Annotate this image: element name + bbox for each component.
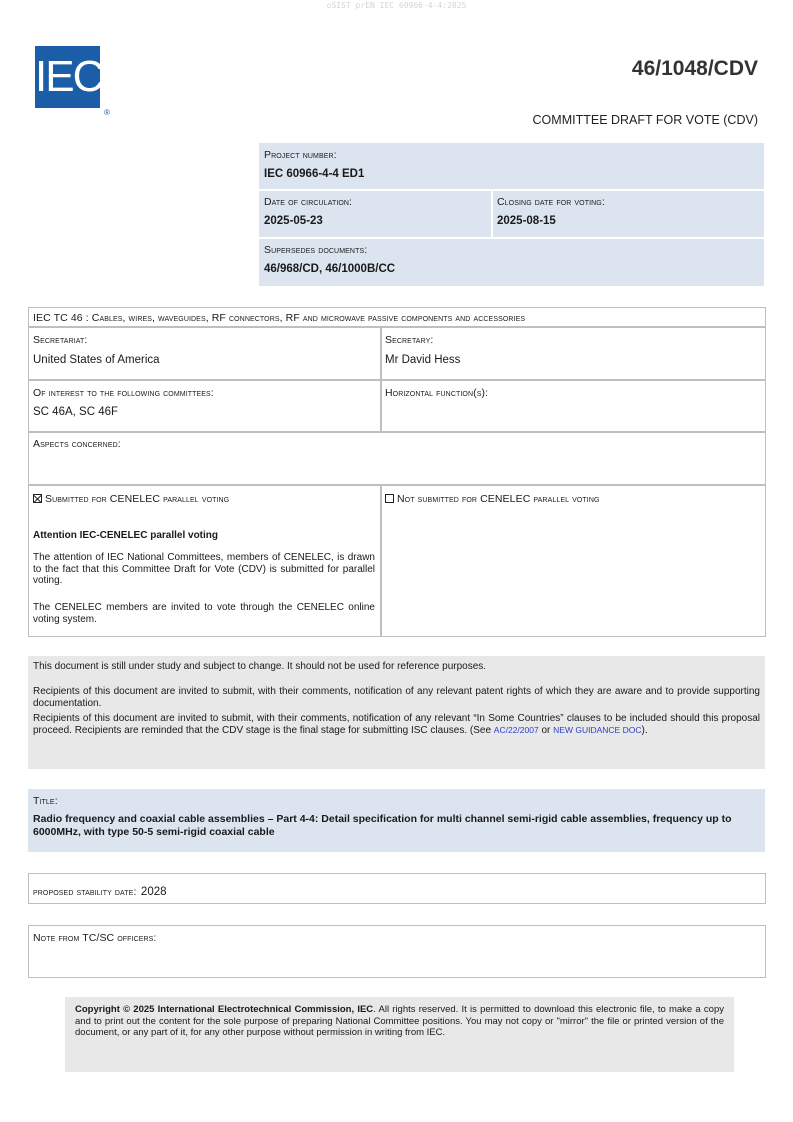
copyright-text (75, 1004, 724, 1039)
project-number-value: IEC 60966-4-4 ED1 (264, 168, 365, 180)
document-number: 46/1048/CDV (631, 57, 758, 80)
iec-logo (35, 46, 103, 108)
committee-title: IEC TC 46 : Cables, wires, waveguides, RF connectors, RF and microwave passive components and accessories (33, 312, 526, 324)
not-submitted-option[interactable] (385, 493, 600, 505)
divider (28, 431, 766, 433)
submitted-label: Submitted for CENELEC parallel voting (45, 493, 230, 505)
submitted-option[interactable] (33, 493, 229, 505)
secretariat-value: United States of America (33, 354, 160, 366)
stability-date-label: proposed stability date: (33, 886, 137, 898)
secretary-value: Mr David Hess (385, 354, 461, 366)
circulation-date-label: Date of circulation: (264, 196, 353, 208)
checked-checkbox-icon[interactable] (33, 494, 42, 503)
secretariat-label: Secretariat: (33, 334, 88, 346)
notice-paragraph-3-text: Recipients of this document are invited to submit, with their comments, notification of any relevant “In Some Countries” clauses to be included should this proposal proceed. Recipients are reminded that the CDV stage is the final stage for submitting ISC clauses. (See (33, 713, 760, 736)
divider (380, 484, 382, 637)
interest-label: Of interest to the following committees: (33, 387, 214, 399)
attention-paragraph-2: The CENELEC members are invited to vote through the CENELEC online voting system. (33, 602, 375, 625)
close-paren: ). (641, 724, 648, 736)
closing-date-label: Closing date for voting: (497, 196, 605, 208)
stability-date (33, 882, 167, 900)
empty-checkbox-icon[interactable] (385, 494, 394, 503)
project-number-label: Project number: (264, 149, 337, 161)
title-label: Title: (33, 795, 58, 807)
logo-text: IEC (35, 52, 103, 101)
notice-paragraph-3 (33, 713, 760, 736)
document-type: COMMITTEE DRAFT FOR VOTE (CDV) (532, 113, 758, 127)
circulation-date-value: 2025-05-23 (264, 215, 323, 227)
horizontal-function-label: Horizontal function(s): (385, 387, 489, 399)
copyright-bold: Copyright © 2025 International Electrotechnical Commission, IEC (75, 1004, 374, 1015)
copyright-body: . All rights reserved. It is permitted to download this electronic file, to make a copy and to print out the content for the sole purpose of preparing National Committee positions. You may not copy or "mirror" the file or printed version of the document, or any part of it, for any other purpose without permission in writing from IEC. (75, 1004, 724, 1038)
stability-date-value: 2028 (140, 886, 167, 898)
new-guidance-doc-link[interactable]: NEW GUIDANCE DOC (553, 724, 642, 735)
supersedes-value: 46/968/CD, 46/1000B/CC (264, 263, 396, 275)
divider (28, 326, 766, 328)
divider (259, 237, 764, 239)
attention-paragraph-1: The attention of IEC National Committees, members of CENELEC, is drawn to the fact that this Committee Draft for Vote (CDV) is submitted for parallel voting. (33, 552, 375, 586)
registered-mark: ® (104, 108, 110, 117)
document-title: Radio frequency and coaxial cable assemblies – Part 4-4: Detail specification for multi channel semi-rigid cable assemblies, frequency up to 6000MHz, with type 50-5 semi-rigid coaxial cable (33, 813, 732, 838)
closing-date-value: 2025-08-15 (497, 215, 556, 227)
not-submitted-label: Not submitted for CENELEC parallel voting (397, 493, 600, 505)
attention-title: Attention IEC-CENELEC parallel voting (33, 530, 219, 541)
interest-value: SC 46A, SC 46F (33, 406, 119, 418)
divider (380, 326, 382, 431)
watermark: oSIST prEN IEC 60966-4-4:2025 (326, 1, 467, 10)
divider (28, 484, 766, 486)
or-text: or (541, 724, 551, 736)
notice-paragraph-2: Recipients of this document are invited to submit, with their comments, notification of any relevant patent rights of which they are aware and to provide supporting documentation. (33, 686, 760, 709)
divider (28, 379, 766, 381)
supersedes-label: Supersedes documents: (264, 244, 368, 256)
divider (259, 189, 764, 191)
note-label: Note from TC/SC officers: (33, 932, 157, 944)
aspects-label: Aspects concerned: (33, 438, 121, 450)
notice-paragraph-1: This document is still under study and subject to change. It should not be used for reference purposes. (33, 661, 487, 672)
divider (491, 189, 493, 237)
secretary-label: Secretary: (385, 334, 434, 346)
ac-22-2007-link[interactable]: AC/22/2007 (493, 724, 539, 735)
